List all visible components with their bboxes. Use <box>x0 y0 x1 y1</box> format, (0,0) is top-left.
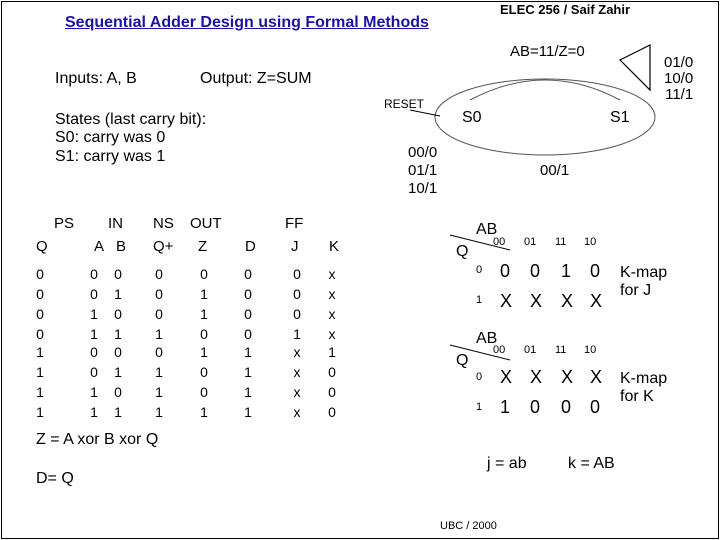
footer-label: UBC / 2000 <box>440 520 497 532</box>
group-in: IN <box>108 215 123 232</box>
kmap-k-cell: X <box>590 367 603 387</box>
header-j: J <box>291 238 299 255</box>
group-ns: NS <box>153 215 174 232</box>
table-cell: 1 <box>200 344 208 360</box>
course-label: ELEC 256 / Saif Zahir <box>500 2 631 17</box>
table-cell: 0 <box>114 266 122 282</box>
table-cell: 0 <box>200 364 208 380</box>
header-z: Z <box>198 238 208 255</box>
col-z-bottom <box>192 342 216 422</box>
kmap-k-q: Q <box>456 352 469 369</box>
kmap-j-col: 00 <box>493 236 506 248</box>
table-cell: 0 <box>90 344 98 360</box>
table-cell: 1 <box>244 384 252 400</box>
col-k-bottom <box>320 342 344 422</box>
kmap-k-cell: X <box>561 367 574 387</box>
table-cell: 0 <box>244 326 252 342</box>
table-cell: 0 <box>114 344 122 360</box>
table-cell: 0 <box>114 306 122 322</box>
state-s1-desc: S1: carry was 1 <box>55 148 166 165</box>
s0-loop-label: 00/0 <box>408 144 438 161</box>
kmap-j-ab: AB <box>476 221 498 238</box>
table-cell: 1 <box>293 326 301 342</box>
table-cell: 0 <box>155 344 163 360</box>
table-cell: x <box>328 326 336 342</box>
s1-loop-label: 10/0 <box>664 70 694 87</box>
kmap-k-col: 10 <box>584 344 597 356</box>
kmap-j-cell: X <box>500 291 513 311</box>
inputs-label: Inputs: A, B <box>55 70 137 87</box>
table-cell: 1 <box>328 344 336 360</box>
equation-z: Z = A xor B xor Q <box>36 431 159 448</box>
col-d-bottom <box>236 342 260 422</box>
table-cell: 0 <box>114 384 122 400</box>
reset-label: RESET <box>384 97 425 111</box>
col-q-top <box>28 264 52 344</box>
col-a-bottom <box>82 342 106 422</box>
table-cell: 1 <box>114 286 122 302</box>
col-z-top <box>192 264 216 344</box>
result-j: j = ab <box>487 455 527 472</box>
table-cell: x <box>328 306 336 322</box>
table-cell: 0 <box>328 384 336 400</box>
table-cell: 1 <box>200 404 208 420</box>
kmap-j-cell: X <box>530 291 543 311</box>
table-cell: 0 <box>244 266 252 282</box>
table-cell: x <box>293 344 301 360</box>
table-cell: x <box>293 364 301 380</box>
header-b: B <box>116 238 127 255</box>
kmap-j-col: 11 <box>555 236 567 248</box>
table-cell: x <box>328 286 336 302</box>
table-cell: 0 <box>36 286 44 302</box>
table-cell: 1 <box>155 384 163 400</box>
col-b-bottom <box>106 342 130 422</box>
kmap-j-title-line: for J <box>620 282 652 299</box>
table-cell: 0 <box>36 266 44 282</box>
kmap-j-q: Q <box>456 243 469 260</box>
kmap-j-cell: X <box>590 291 603 311</box>
kmap-j-cell: 0 <box>530 261 541 281</box>
table-cell: 0 <box>90 364 98 380</box>
group-ps: PS <box>54 215 75 232</box>
kmap-k-col: 11 <box>555 344 567 356</box>
kmap-k-ab: AB <box>476 330 498 347</box>
s1-self-loop <box>620 45 650 90</box>
header-d: D <box>245 238 256 255</box>
kmap-k-cell: X <box>500 367 513 387</box>
table-cell: 0 <box>244 306 252 322</box>
kmap-k-cell: 0 <box>561 397 572 417</box>
kmap-k-row: 0 <box>476 371 483 383</box>
group-out: OUT <box>190 215 222 232</box>
table-cell: 1 <box>244 344 252 360</box>
kmap-k-cell: 0 <box>590 397 601 417</box>
table-cell: 1 <box>200 306 208 322</box>
table-cell: 0 <box>244 286 252 302</box>
states-title: States (last carry bit): <box>55 111 207 128</box>
s0-loop-label: 10/1 <box>408 180 438 197</box>
table-cell: 0 <box>155 286 163 302</box>
kmap-j-cell: 0 <box>500 261 511 281</box>
kmap-j-cell: X <box>561 291 574 311</box>
table-cell: 1 <box>155 364 163 380</box>
col-j-top <box>285 264 309 344</box>
s0-loop-label: 01/1 <box>408 162 438 179</box>
table-cell: 1 <box>114 404 122 420</box>
col-a-top <box>82 264 106 344</box>
kmap-k-col: 01 <box>524 344 537 356</box>
table-cell: 0 <box>293 266 301 282</box>
table-cell: 1 <box>114 326 122 342</box>
table-cell: x <box>328 266 336 282</box>
header-k: K <box>329 238 340 255</box>
kmap-k-row: 1 <box>476 401 483 413</box>
kmap-j-row: 1 <box>476 294 483 306</box>
state-s1: S1 <box>610 109 630 126</box>
kmap-k-title-line: for K <box>620 388 654 405</box>
col-d-top <box>236 264 260 344</box>
table-cell: 1 <box>90 326 98 342</box>
table-cell: 1 <box>155 326 163 342</box>
table-cell: 1 <box>90 384 98 400</box>
header-q: Q <box>36 238 48 255</box>
table-cell: 0 <box>200 384 208 400</box>
table-cell: 1 <box>244 404 252 420</box>
table-cell: 0 <box>90 266 98 282</box>
kmap-j-row: 0 <box>476 264 483 276</box>
kmap-k-title <box>620 370 667 406</box>
slide-title: Sequential Adder Design using Formal Methods <box>65 14 429 31</box>
kmap-j-col: 01 <box>524 236 537 248</box>
col-b-top <box>106 264 130 344</box>
kmap-k-col: 00 <box>493 344 506 356</box>
s1-loop-label: 11/1 <box>665 86 694 103</box>
kmap-k-cell: 1 <box>500 397 511 417</box>
kmap-j-title-line: K-map <box>620 264 668 281</box>
state-s0-desc: S0: carry was 0 <box>55 129 166 146</box>
kmap-k-cell: X <box>530 367 543 387</box>
equation-d: D= Q <box>36 470 74 487</box>
col-qplus-top <box>147 264 171 344</box>
table-cell: 1 <box>36 384 44 400</box>
kmap-j-title <box>620 264 667 300</box>
table-cell: 0 <box>36 306 44 322</box>
result-k: k = AB <box>568 455 615 472</box>
s0-loop-labels <box>408 144 437 198</box>
table-cell: 0 <box>200 266 208 282</box>
table-cell: 0 <box>293 306 301 322</box>
s1-loop-label: 01/0 <box>664 54 694 71</box>
kmap-j-cell: 1 <box>561 261 572 281</box>
table-cell: 1 <box>36 344 44 360</box>
col-qplus-bottom <box>147 342 171 422</box>
table-cell: x <box>293 384 301 400</box>
table-cell: 1 <box>155 404 163 420</box>
table-cell: 1 <box>36 404 44 420</box>
col-k-top <box>320 264 344 344</box>
table-cell: 0 <box>328 364 336 380</box>
table-cell: 1 <box>200 286 208 302</box>
col-q-bottom <box>28 342 52 422</box>
bottom-arc-label: 00/1 <box>540 162 570 179</box>
table-cell: x <box>293 404 301 420</box>
table-cell: 1 <box>244 364 252 380</box>
group-ff: FF <box>285 215 304 232</box>
col-j-bottom <box>285 342 309 422</box>
table-cell: 0 <box>328 404 336 420</box>
kmap-j-col: 10 <box>584 236 597 248</box>
top-arc-label: AB=11/Z=0 <box>510 43 585 60</box>
table-cell: 1 <box>114 364 122 380</box>
header-a: A <box>94 238 105 255</box>
table-cell: 0 <box>155 266 163 282</box>
table-cell: 1 <box>36 364 44 380</box>
table-cell: 0 <box>90 286 98 302</box>
table-cell: 0 <box>200 326 208 342</box>
table-cell: 0 <box>293 286 301 302</box>
header-qplus: Q+ <box>153 238 174 255</box>
table-cell: 1 <box>90 306 98 322</box>
table-cell: 0 <box>36 326 44 342</box>
kmap-k-title-line: K-map <box>620 370 668 387</box>
state-s0: S0 <box>462 109 482 126</box>
kmap-k-cell: 0 <box>530 397 541 417</box>
kmap-j-cell: 0 <box>590 261 601 281</box>
table-cell: 0 <box>155 306 163 322</box>
s1-loop-labels <box>664 55 693 103</box>
table-cell: 1 <box>90 404 98 420</box>
output-label: Output: Z=SUM <box>200 70 312 87</box>
